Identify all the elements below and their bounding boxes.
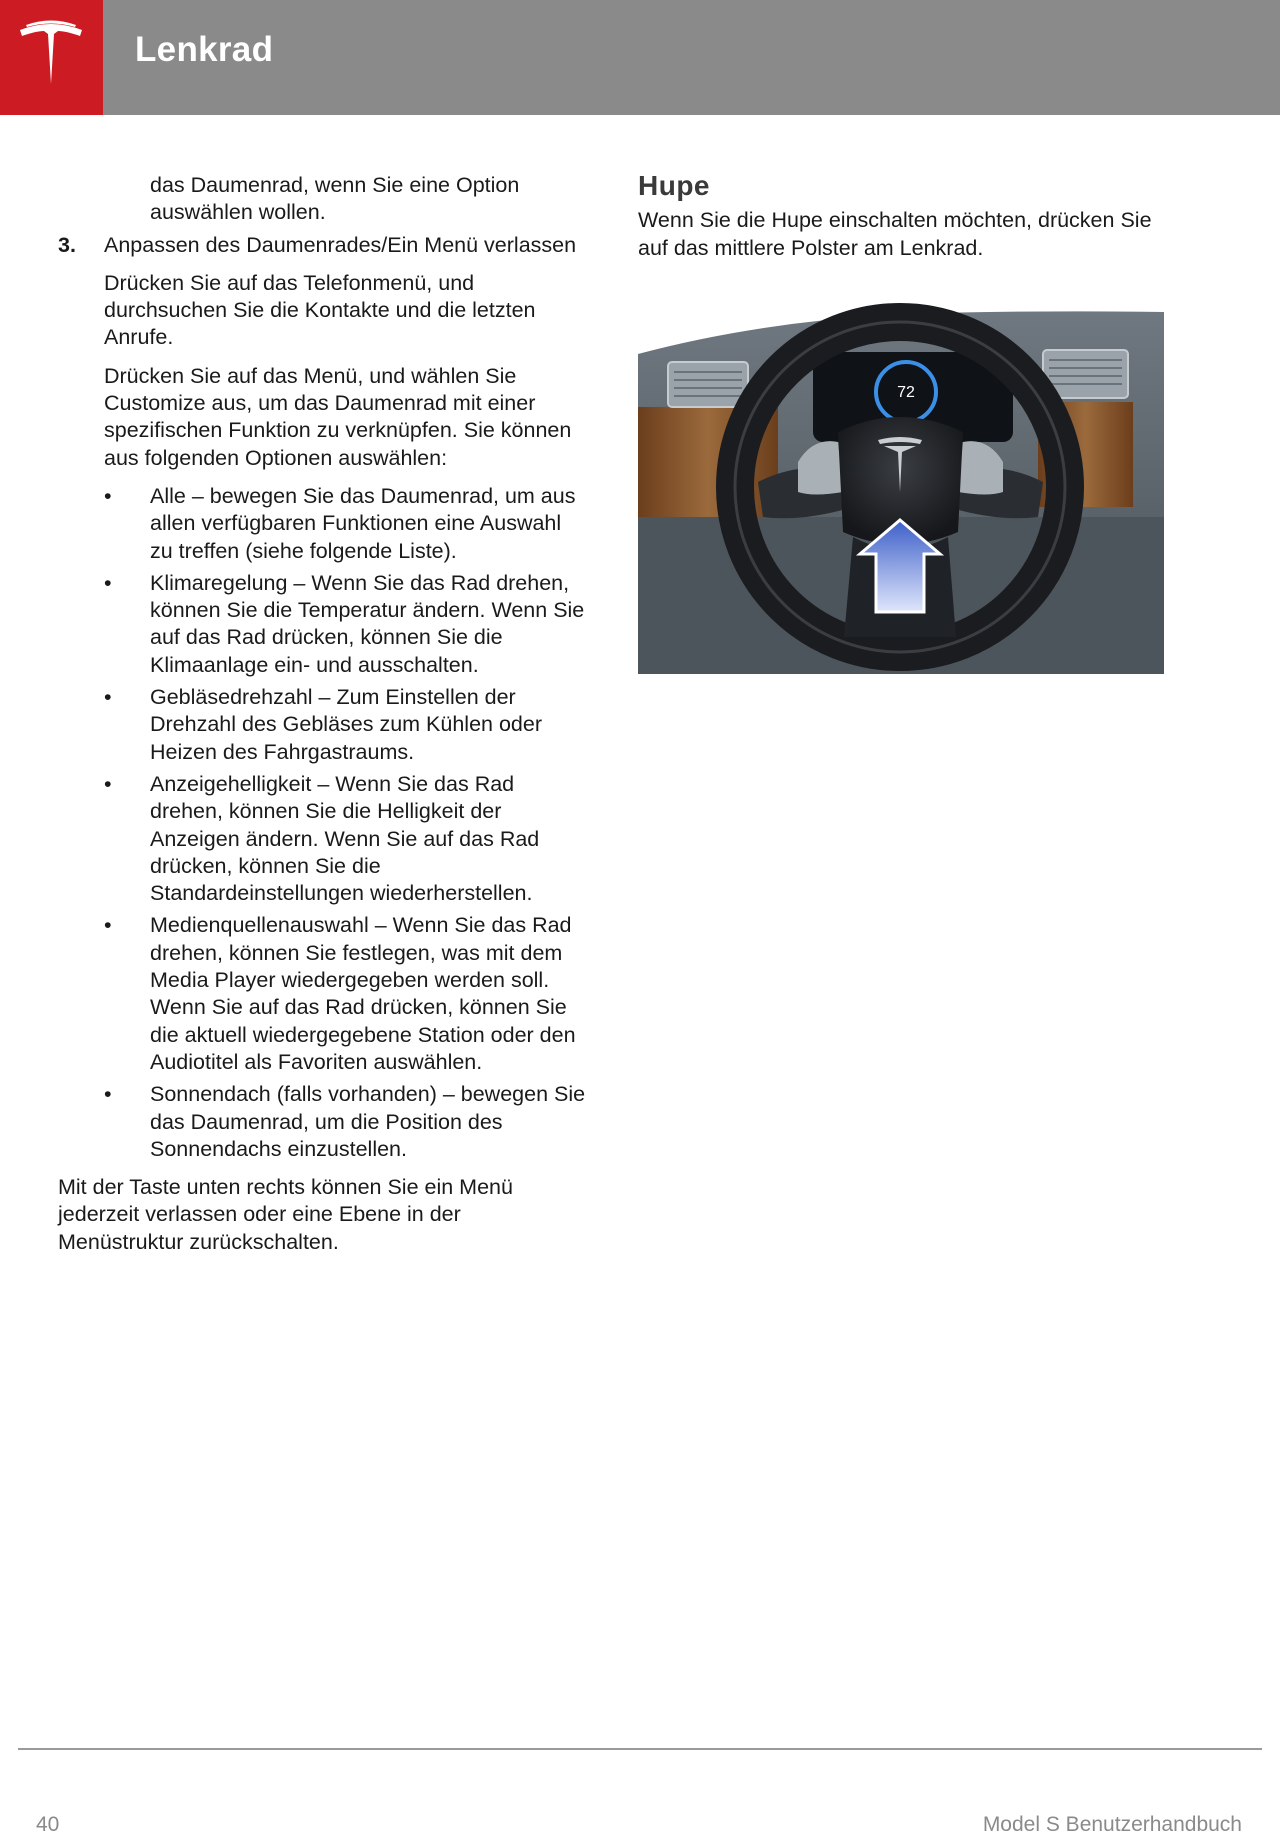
bullet-symbol: • xyxy=(104,1082,112,1107)
step-item xyxy=(58,232,588,259)
paragraph-customize: Drücken Sie auf das Menü, und wählen Sie Customize aus, um das Daumenrad mit einer spezifischen Funktion zu verknüpfen. Sie können aus folgenden Optionen auswählen: xyxy=(104,363,572,470)
list-item-text: Anzeigehelligkeit – Wenn Sie das Rad drehen, können Sie die Helligkeit der Anzeigen ändern. Wenn Sie auf das Rad drücken, können Sie die Standardeinstellungen wiederherstellen. xyxy=(150,771,540,906)
footer-divider xyxy=(18,1748,1262,1750)
list-item xyxy=(104,570,588,679)
paragraph-exit-menu: Mit der Taste unten rechts können Sie ein Menü jederzeit verlassen oder eine Ebene in der Menüstruktur zurückschalten. xyxy=(58,1175,513,1254)
list-item-text: Alle – bewegen Sie das Daumenrad, um aus allen verfügbaren Funktionen eine Auswahl zu treffen (siehe folgende Liste). xyxy=(150,483,576,563)
tesla-logo-icon xyxy=(16,20,86,90)
page-number: 40 xyxy=(36,1813,60,1836)
list-item xyxy=(104,684,588,766)
bullet-symbol: • xyxy=(104,483,112,508)
step-title: Anpassen des Daumenrades/Ein Menü verlassen xyxy=(104,232,577,257)
bullet-symbol: • xyxy=(104,570,112,595)
section-body-horn: Wenn Sie die Hupe einschalten möchten, drücken Sie auf das mittlere Polster am Lenkrad. xyxy=(638,208,1152,260)
continued-text: das Daumenrad, wenn Sie eine Option auswählen wollen. xyxy=(150,173,520,225)
manual-title: Model S Benutzerhandbuch xyxy=(982,1813,1242,1836)
step-number: 3. xyxy=(58,232,76,257)
right-column xyxy=(638,172,1178,674)
speed-readout: 72 xyxy=(897,383,915,401)
list-item xyxy=(104,483,588,565)
bullet-symbol: • xyxy=(104,771,112,796)
paragraph-phone-menu: Drücken Sie auf das Telefonmenü, und durchsuchen Sie die Kontakte und die letzten Anrufe. xyxy=(104,270,536,350)
left-column xyxy=(58,172,588,1256)
list-item-text: Medienquellenauswahl – Wenn Sie das Rad drehen, können Sie festlegen, was mit dem Media Player wiedergegeben werden soll. Wenn Sie auf das Rad drücken, können Sie die aktuell wiedergegebene Station oder den Audiotitel als Favoriten auswählen. xyxy=(150,913,576,1074)
list-item-text: Gebläsedrehzahl – Zum Einstellen der Drehzahl des Gebläses zum Kühlen oder Heizen des Fahrgastraums. xyxy=(150,685,542,764)
page-header xyxy=(0,0,1280,115)
list-item xyxy=(104,771,588,907)
page-title: Lenkrad xyxy=(135,30,274,69)
options-list xyxy=(58,483,588,1163)
section-title-horn: Hupe xyxy=(638,170,710,201)
bullet-symbol: • xyxy=(104,685,112,710)
list-item-text: Sonnendach (falls vorhanden) – bewegen Sie das Daumenrad, um die Position des Sonnendachs einzustellen. xyxy=(150,1082,586,1161)
steering-wheel-image xyxy=(638,292,1164,674)
steering-wheel-illustration xyxy=(638,292,1164,674)
tesla-logo xyxy=(0,0,103,115)
list-item xyxy=(104,1081,588,1163)
list-item-text: Klimaregelung – Wenn Sie das Rad drehen, können Sie die Temperatur ändern. Wenn Sie auf das Rad drücken, können Sie die Klimaanlage ein- und ausschalten. xyxy=(150,570,585,677)
list-item xyxy=(104,912,588,1076)
bullet-symbol: • xyxy=(104,913,112,938)
